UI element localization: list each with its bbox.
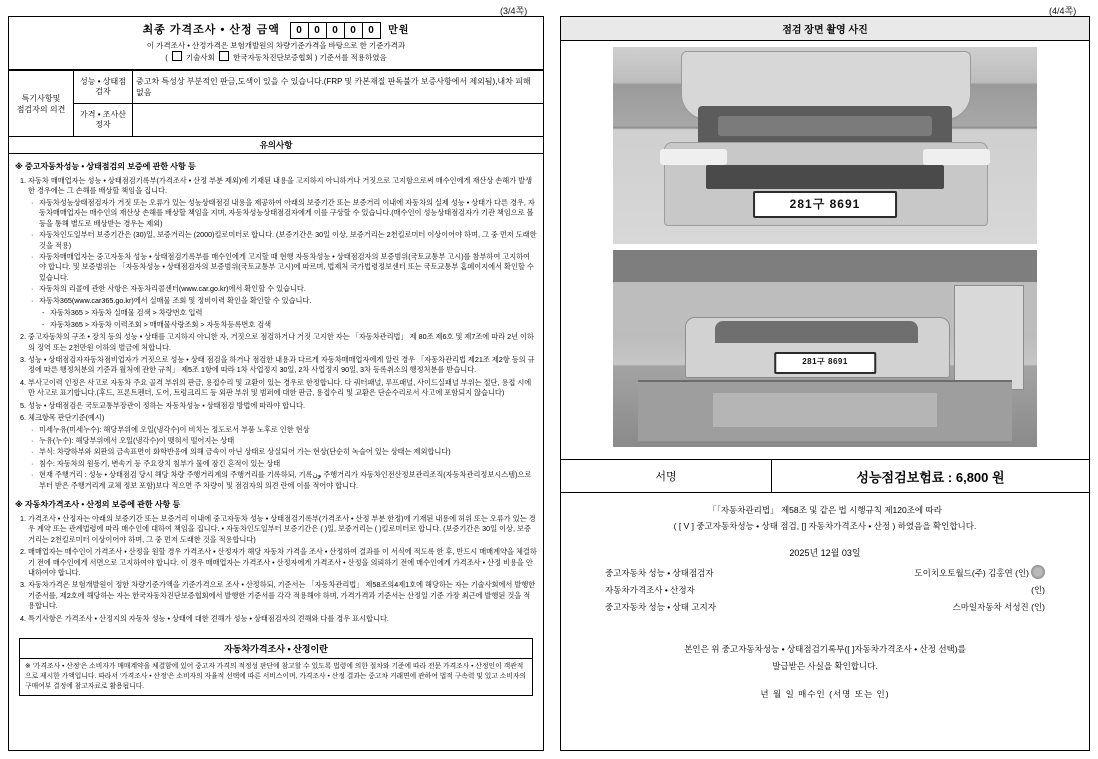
list-item: · 자동차성능상태점검자가 거짓 또는 오류가 있는 성능상태점검 내용을 제공하여 아래의 보증기간 또는 보증거리 이내에 자동차의 실제 성능 • 상태가 다른 경우, 자동차매매업자는 매수인의 재산상 손해를 배상할 책임을 지며, 자동차성능상태점검자에게 이를 구상할 수 있습니다.(매수인이 성능상태점검자가 기관 책임으로 볼 등을 통해 별도로 배상받는 경우는 제외) — [39, 198, 537, 229]
license-plate-front: 281구 8691 — [753, 191, 897, 219]
list-item: · 부식: 차량하부와 외판의 금속표면이 화학반응에 의해 금속이 아닌 상태로 상실되어 가는 현상(단순히 녹슬어 있는 상태는 제외합니다) — [39, 447, 537, 457]
definition-title: 자동차가격조사 • 산정이란 — [20, 639, 532, 659]
list-item — [605, 599, 1045, 616]
list-item — [605, 582, 1045, 599]
price-basis-note: 이 가격조사 • 산정가격은 보험개발원의 차량기준가격을 바탕으로 한 기준가격과 ( 기술사회 한국자동차진단보증협회 ) 기준서를 적용하였음 — [146, 40, 406, 63]
list-item: · 미세누유(미세누수): 해당부위에 오일(냉각수)이 비치는 정도로서 부품 노후로 인한 현상 — [39, 425, 537, 435]
opinion-table — [9, 70, 543, 137]
legal-line-2: ( [ V ] 중고자동차성능 • 상태 점검, [] 자동차가격조사 • 산정 ) 하였음을 확인합니다. — [673, 521, 977, 532]
opinion-row-label: 특기사항및 점검자의 의견 — [9, 71, 74, 137]
list-item: · 현재 주행거리 : 성능 • 상태점검 당시 해당 차량 주행거리계의 주행거리를 기록하되, 기록ون 주행거리가 자동차인전산정보관리조직(자동차관리정보시스템)으로부터 받은 주행거리계 교체 정보 포함)보다 적으면 주 차량이 및 점검자의 의견 란에 이를 적어야 합니다. — [39, 470, 537, 491]
issue-date: 2025년 12월 03일 — [789, 547, 861, 558]
list-item: 1. 가격조사 • 산정자는 아래의 보증기간 또는 보증거리 이내에 중고자동차 성능 • 상태점검기록부(가격조사 • 산정 부분 한정)에 기재된 내용에 허위 또는 오류가 있는 경우 계약 또는 관계법령에 따라 매수인에 대하여 책임을 집니다. • 자동차인도일부터 보증기간은 ( )일, 보증거리는 ( )킬로미터로 합니다. (보증기간은 30일 이상, 보증거리는 2천킬로미터 이상이어야 하며, 그 중 먼저 도래한 것을 적용합니다) — [28, 514, 537, 545]
section2-title: ※ 자동차가격조사 • 산정의 보증에 관한 사항 등 — [15, 500, 181, 510]
section2-list — [15, 514, 537, 624]
headlamp-right-shape — [923, 149, 991, 165]
notice-header: 유의사항 — [9, 137, 543, 154]
amount-digit-0: 0 — [290, 22, 309, 39]
section1-title: ※ 중고자동차성능 • 상태점검의 보증에 관한 사항 등 — [15, 162, 196, 172]
photo-gallery — [561, 41, 1089, 459]
legal-statement — [561, 493, 1089, 538]
signer-name: (인) — [1031, 584, 1045, 595]
right-sheet — [560, 16, 1090, 751]
definition-body: ※ '가격조사 • 산정'은 소비자가 매매계약을 체결함에 있어 중고자 가격의 적정성 판단에 참고할 수 있도록 법령에 의한 절차와 기준에 따라 전문 가격조사 • 산정인이 객관적으로 제시한 가액입니다. 따라서 '가격조사 • 산정'은 소비자의 자율적 선택에 따른 서비스이며, 가격조사 • 산정 결과는 중고차 거래면에 관하여 법적 구속력 및 있고 소비자의 구매여부 결정에 참고자료로 활용됩니다. — [25, 663, 527, 690]
list-item: - 자동차365 > 자동차 실매물 검색 > 차량번호 입력 — [50, 308, 537, 318]
inspector-opinion-text: 중고차 특성상 부분적인 판금,도색이 있을 수 있습니다.(FRP 및 카본재질 판독불가 보증사항에서 제외됨),내차 피해 없음 — [133, 71, 544, 104]
section1-list — [15, 176, 537, 491]
signer-name: 도이치오토월드(주) 김홍연 (인) — [914, 565, 1045, 582]
signature-fee-row — [561, 459, 1089, 493]
list-item: 6. 체크항목 판단기준(예시) · 미세누유(미세누수): 해당부위에 오일(냉각수)이 비치는 정도로서 부품 노후로 인한 현상 · 누유(누수): 해당부위에서 오일(냉각수)이 맺혀서 떨어지는 상태 · 부식: 차량하부와 외판의 금속표면이 화학반응에 의해 금속이 아닌 상태로 상실되어 가는 현상(단순히 녹슬어 있는 상태는 제외합니다) · 침수: 자동차의 원동기, 변속기 등 주요장치 침부가 물에 잠긴 흔적이 있는 상태 · 현재 주행거리 : 성능 • 상태점검 당시 해당 차량 주행거리계의 주행거리를 기록하되, 기록ون 주행거리가 자동차인전산정보관리조직(자동차관리정보시스템)으로부터 받은 주행거리계 교체 정보 포함)보다 적으면 주 차량이 및 점검자의 의견 란에 이를 적어야 합니다. — [28, 413, 537, 491]
signer-role: 자동차가격조사 • 산정자 — [605, 584, 695, 595]
list-item: · 자동차365(www.car365.go.kr)에서 실매물 조회 및 정비이력 확인을 확인할 수 있습니다. — [39, 296, 537, 306]
inspection-insurance-fee: 성능점검보험료 : 6,800 원 — [856, 469, 1005, 485]
list-item: 5. 성능 • 상태점검은 국토교통부장관이 정하는 자동차성능 • 상태점검 방법에 따라야 합니다. — [28, 401, 537, 411]
signer-name: 스마일자동차 서성진 (인) — [952, 601, 1045, 612]
list-item: 4. 특기사항은 가격조사 • 산정지의 자동차 성능 • 상태에 대한 견해가 성능 • 상태점검자의 견해와 다를 경우 표시합니다. — [28, 614, 537, 624]
inspector-label: 성능 • 상태점검자 — [74, 71, 133, 104]
amount-digit-1: 0 — [309, 22, 327, 39]
signer-list — [605, 565, 1045, 616]
amount-digit-2: 0 — [327, 22, 345, 39]
page-marker-left: (3/4쪽) — [500, 6, 528, 16]
seal-stamp-icon — [1031, 565, 1045, 579]
left-sheet — [8, 16, 544, 751]
checkbox-kaida[interactable] — [219, 51, 229, 61]
buyer-signature-line: 년 월 일 매수인 (서명 또는 인) — [760, 689, 890, 700]
list-item: · 침수: 자동차의 원동기, 변속기 등 주요장치 침부가 물에 잠긴 흔적이 있는 상태 — [39, 459, 537, 469]
definition-box — [19, 638, 533, 696]
signature-label: 서명 — [561, 460, 772, 492]
inspection-photo-lift — [613, 250, 1037, 447]
inspection-photo-front — [613, 47, 1037, 244]
list-item: 4. 부사고이력 인정은 사고로 자동차 주요 골격 부위의 판금, 용접수리 및 교환이 있는 경우로 한정합니다. 다 쿼터패널, 루프패널, 사이드실패널 부위는 절단, 용접 시에만 사고로 표기합니다.(후드, 프론트펜더, 도어, 트렁크리드 등 외판 부위 및 범퍼에 대한 판금, 용접수리 및 교환은 단순수리로서 사고에 포함되지 않습니다) — [28, 378, 537, 399]
list-item: 3. 성능 • 상태점검자자동차점비업자가 거짓으로 성능 • 상태 점검을 하거나 점검한 내용과 다르게 자동차매매업자에게 알린 경우 「자동차관리법 제21조 제2항 등의 규정에 따른 행정처분의 기준과 월처에 관한 규칙」 제5조 1항에 따라 1차 사업정지 30일, 2차 사업정지 90일, 3차 등록취소의 행정처분를 받습니다. — [28, 355, 537, 376]
ceiling-shape — [613, 250, 1037, 282]
buyer-confirmation — [561, 642, 1089, 675]
license-plate-lift: 281구 8691 — [774, 352, 876, 374]
amount-table — [9, 17, 543, 70]
list-item: 3. 자동차가격은 보험개발원이 정한 차량기준가액을 기준가격으로 조사 • 산정하되, 기준서는 「자동차관리법」 제58조의4제1호에 해당하는 자는 기술사회에서 발행한 기준서를, 제2호에 해당하는 자는 한국자동차진단보증협회에서 발행한 기준서를 각각 적용해야 하며, 가격가격과 기준서는 산정일 기준 가장 최근에 발행된 것을 적용합니다. — [28, 580, 537, 611]
photo-section-title: 점검 장면 촬영 사진 — [561, 17, 1089, 41]
list-item — [605, 565, 1045, 582]
confirm-line-2: 발급받은 사실을 확인합니다. — [772, 661, 878, 672]
amount-digit-boxes — [290, 22, 381, 39]
amount-digit-3: 0 — [345, 22, 363, 39]
list-item: · 누유(누수): 해당부위에서 오일(냉각수)이 맺혀서 떨어지는 상태 — [39, 436, 537, 446]
page-marker-right: (4/4쪽) — [1049, 6, 1077, 16]
checkbox-engineer-society[interactable] — [172, 51, 182, 61]
amount-digit-4: 0 — [363, 22, 381, 39]
list-item: 2. 중고자동차의 구조 • 장치 등의 성능 • 상태를 고지하지 아니한 자, 거짓으로 점검하거나 거짓 고지한 자는 「자동차관리법」 제 80조 제6호 및 제7조에 따라 2년 이하의 징역 또는 2천만원 이하의 벌금에 처합니다. — [28, 332, 537, 353]
confirm-line-1: 본인은 위 중고자동차성능 • 상태점검기록부([ ]자동차가격조사 • 산정 선택)를 — [684, 643, 966, 654]
list-item: · 자동차의 리콜에 관한 사항은 자동차리콜센터(www.car.go.kr)에서 확인할 수 있습니다. — [39, 284, 537, 294]
signer-role: 중고자동차 성능 • 상태 고지자 — [605, 601, 716, 612]
grille-shape — [706, 165, 943, 189]
list-item: - 자동차365 > 자동차 이력조회 > 매매물사랑조회 > 자동차등록번호 검색 — [50, 320, 537, 330]
signer-role: 중고자동차 성능 • 상태점검자 — [605, 567, 714, 578]
appraiser-label: 가격 • 조사산정자 — [74, 104, 133, 137]
lift-ramp-shape — [638, 380, 1011, 441]
legal-line-1: 「「자동차관리법」 제58조 및 같은 법 시행규칙 제120조에 따라 — [708, 505, 942, 515]
list-item: · 자동차매매업자는 중고자동차 성능 • 상태점검기록부를 매수인에게 고지할 때 현행 자동차성능 • 상태점검자의 보증범위(국토교통부 고시)를 참부하여 고지하여야 합니다. 및 보증범위는 「자동차성능 • 상태점검자의 보증범위(국토교통부 고시)에 따르며, 법제처 국가법령정보센터 또는 국토교통부 홈페이지에서 확인할 수 있습니다. — [39, 252, 537, 283]
list-item: 2. 매매업자는 매수인이 가격조사 • 산정을 원할 경우 가격조사 • 산정자가 해당 자동차 가격을 조사 • 산정하여 결과를 이 서식에 적도록 한 후, 반드시 매매계약을 체결하기 전에 매수인에게 서면으로 고지하여야 합니다. 이 경우 매매업자는 가격조사 • 산정자에게 가격조사 • 산정을 의뢰하기 전에 매수인에게 가격조사 • 산정 비용을 안내하여야 합니다. — [28, 547, 537, 578]
list-item: · 자동차인도일부터 보증기간은 (30)일, 보증거리는 (2000)킬로미터로 합니다. (보증기간은 30일 이상, 보증거리는 2천킬로미터 이상이어야 하며, 그 중 먼저 도래한 것을 적용) — [39, 230, 537, 251]
headlamp-left-shape — [660, 149, 728, 165]
wall-panel-shape — [954, 285, 1024, 389]
amount-unit: 만원 — [388, 25, 410, 36]
windshield-shape — [715, 321, 919, 343]
appraiser-opinion-text — [133, 104, 544, 137]
list-item: 1. 자동차 매매업자는 성능 • 상태점검기록부(가격조사 • 산정 부분 제외)에 기재된 내용을 고지하지 아니하거나 거짓으로 고지함으로써 매수인에게 재산상 손해가 발생한 경우에는 그 손해를 배상할 책임을 집니다. · 자동차성능상태점검자가 거짓 또는 오류가 있는 성능상태점검 내용을 제공하여 아래의 보증기간 또는 보증거리 이내에 자동차의 실제 성능 • 상태가 다른 경우, 자동차매매업자는 매수인의 재산상 손해를 배상할 책임을 지며, 자동차성능상태점검자에게 이를 구상할 수 있습니다.(매수인이 성능상태점검자가 기관 책임으로 볼 등을 통해 별도로 배상받는 경우는 제외) · 자동차인도일부터 보증기간은 (30)일, 보증거리는 (2000)킬로미터로 합니다. (보증기간은 30일 이상, 보증거리는 2천킬로미터 이상이어야 하며, 그 중 먼저 도래한 것을 적용) · 자동차매매업자는 중고자동차 성능 • 상태점검기록부를 매수인에게 고지할 때 현행 자동차성능 • 상태점검자의 보증범위(국토교통부 고시)를 참부하여 고지하여야 합니다. 및 보증범위는 「자동차성능 • 상태점검자의 보증범위(국토교통부 고시)에 따르며, 법제처 국가법령정보센터 또는 국토교통부 홈페이지에서 확인할 수 있습니다. · 자동차의 리콜에 관한 사항은 자동차리콜센터(www.car.go.kr)에서 확인할 수 있습니다. · 자동차365(www.car365.go.kr)에서 실매물 조회 및 정비이력 확인을 확인할 수 있습니다. - 자동차365 > 자동차 실매물 검색 > 차량번호 입력 - 자동차365 > 자동차 이력조회 > 매매물사랑조회 > 자동차등록번호 검색 — [28, 176, 537, 330]
notice-body — [9, 154, 543, 632]
final-price-title: 최종 가격조사 • 산정 금액 0 0 0 0 0 만원 — [9, 21, 543, 39]
